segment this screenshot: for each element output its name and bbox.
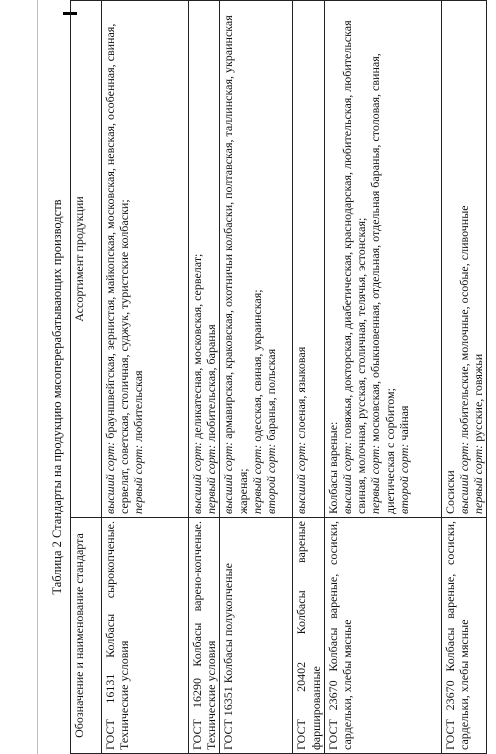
- assortment-cell: [441, 1, 487, 518]
- assortment-cell: [293, 1, 324, 518]
- grade-label: первый сорт:: [368, 444, 383, 514]
- product-group-label: Колбасы вареные:: [325, 421, 340, 514]
- table-row: [220, 1, 293, 754]
- table-caption: Таблица 2 Стандарты на продукцию мясоперерабатывающих производств: [50, 199, 64, 595]
- grade-text: русские, говяжьи: [471, 353, 486, 445]
- grade-text: армавирская, краковская, охотничьи колбаски, полтавская, таллинская, украинская жареная;: [221, 15, 250, 514]
- assortment-cell: [324, 1, 441, 518]
- page-margin-line: [37, 0, 38, 754]
- assortment-cell: [102, 1, 189, 518]
- grade-label: второй сорт:: [264, 443, 279, 514]
- standard-cell: ГОСТ 16131 Колбасы сырокопченые. Технические условия: [102, 518, 189, 754]
- grade-label: высший сорт:: [103, 441, 117, 514]
- grade-label: второй сорт:: [396, 443, 411, 514]
- document-page: [44, 0, 496, 754]
- grade-text: любительская: [131, 370, 146, 445]
- grade-text: говяжья, докторская, диабетическая, краснодарская, любительская, любительская свиная, молочная, русская, столичная, телячья, эстонская;: [340, 20, 369, 514]
- grade-text: любительские, молочные, особые, сливочные: [457, 205, 472, 442]
- grade-label: высший сорт:: [340, 441, 355, 514]
- product-group-label: Сосиски: [442, 470, 457, 514]
- grade-text: брауншвейгская, зернистая, майкопская, московская, невская, особенная, свиная, сервелат, советская, столичная, суджук, туристские колбаски;: [103, 23, 132, 514]
- standard-cell: ГОСТ 16290 Колбасы варено-копченые. Технические условия: [189, 518, 220, 754]
- grade-label: высший сорт:: [457, 441, 472, 514]
- grade-text: слоеная, языковая: [294, 346, 309, 442]
- table-row: [293, 1, 324, 754]
- grade-text: одесская, свиная, украинская;: [249, 289, 264, 445]
- header-standard: Обозначение и наименование стандарта: [71, 518, 102, 754]
- grade-label: первый сорт:: [249, 444, 264, 514]
- grade-label: первый сорт:: [131, 444, 146, 514]
- grade-text: баранья, польская: [264, 348, 279, 444]
- grade-label: высший сорт:: [190, 441, 204, 514]
- grade-text: деликатесная, московская, сервелат;: [190, 253, 204, 442]
- grade-text: московская, обыкновенная, отдельная, отдельная баранья, столовая, свиная, диетическая с сорбитом;: [368, 53, 397, 514]
- grade-text: любительская, баранья: [204, 324, 219, 445]
- table-row: [189, 1, 220, 754]
- standard-cell: ГОСТ 20402 Колбасы вареные фаршированные: [293, 518, 324, 754]
- grade-label: первый сорт:: [204, 444, 219, 514]
- table-row: [324, 1, 441, 754]
- grade-label: первый сорт:: [471, 444, 486, 514]
- standard-cell: ГОСТ 23670 Колбасы вареные, сосиски, сардельки, хлебы мясные: [324, 518, 441, 754]
- standards-table: [70, 0, 487, 754]
- table-row: [102, 1, 189, 754]
- assortment-cell: [189, 1, 220, 518]
- table-header-row: [71, 1, 102, 754]
- header-assortment: Ассортимент продукции: [71, 1, 102, 518]
- grade-label: высший сорт:: [294, 441, 309, 514]
- table-row: [441, 1, 487, 754]
- grade-label: высший сорт:: [221, 441, 236, 514]
- standard-cell: ГОСТ 16351 Колбасы полукопченые: [220, 518, 293, 754]
- assortment-cell: [220, 1, 293, 518]
- grade-text: чайная: [396, 405, 411, 444]
- standard-cell: ГОСТ 23670 Колбасы вареные, сосиски, сардельки, хлебы мясные: [441, 518, 487, 754]
